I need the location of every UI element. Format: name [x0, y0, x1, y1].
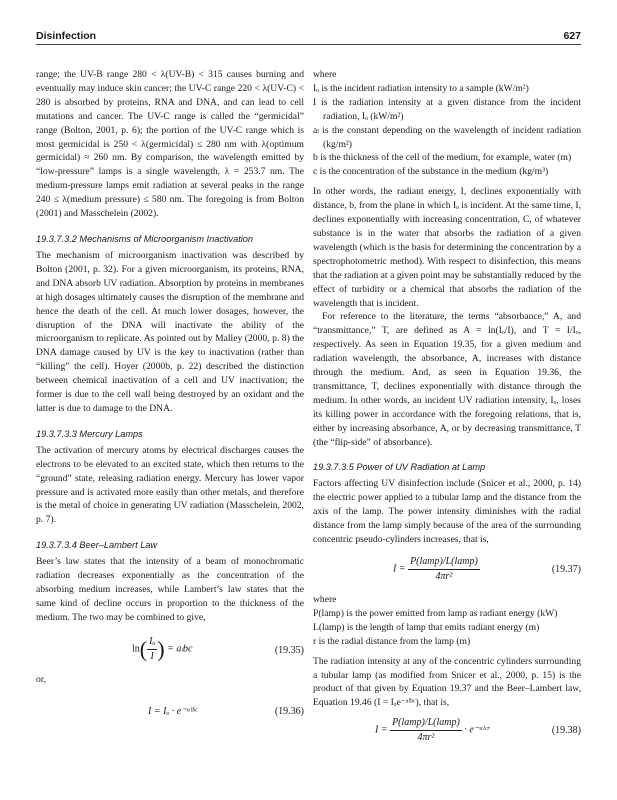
- paragraph-uv-power: Factors affecting UV disinfection include (Snicer et al., 2000, p. 14) the electric power applied to a tubular lamp and the distance from the axis of the lamp. The power intensity diminishes with the radial distance from the lamp simply because of the area of the surrounding concentric pseudo-cylinders increases, that is,: [313, 478, 581, 546]
- paragraph-mechanisms: The mechanism of microorganism inactivation was described by Bolton (2001, p. 32). For a given microorganism, its proteins, RNA, and DNA absorb UV radiation. Absorption by proteins in membranes at high dosages ultimately causes the disruption of the membrane and hence the death of the cell. At much lower dosages, however, the disruption of the DNA will inactivate the ability of the microorganism to replicate. As pointed out by Malley (2000, p. 8) the DNA damage caused by UV is the key to inactivation (rather than “killing” the cell). Hoyer (2000b, p. 22) described the distinction between chemical inactivation of a cell and UV inactivation; the former is due to the cell wall being destroyed by an oxidant and the latter is due to damage to the DNA.: [36, 249, 304, 414]
- or-word: or,: [36, 673, 47, 685]
- paragraph-uv-ranges: range; the UV-B range 280 < λ(UV-B) < 315 causes burning and eventually may induce skin cancer; the UV-C range 220 < λ(UV-C) < 280 is absorbed by proteins, RNA and DNA, and can lead to cell mutations and cancer. The UV-C range is called the “germicidal” range (Bolton, 2001, p. 6); the portion of the UV-C range which is most germicidal is 250 < λ(germicidal) ≤ 280 nm with λ(optimum germicidal) ≈ 260 nm. By comparison, the wavelength emitted by “low-pressure” lamps is a single wavelength, λ = 253.7 nm. The medium-pressure lamps emit radiation at several peaks in the range 240 ≤ λ(medium pressure) ≤ 580 nm. The foregoing is from Bolton (2001) and Masschelein (2002).: [36, 69, 304, 220]
- paragraph-concentric-cylinders: The radiation intensity at any of the concentric cylinders surrounding a tubular lamp (as modified from Snicer et al., 2000, p. 15) is the product of that given by Equation 19.37 and the Beer–Lambert law, Equation 19.46 (I = Iₒe⁻ᵃˡᵇᶜ), that is,: [313, 655, 581, 709]
- definition-item: aₗ is the constant depending on the wavelength of incident radiation (kg/m²): [313, 124, 581, 150]
- definition-item: c is the concentration of the substance in the medium (kg/m³): [313, 166, 549, 178]
- eq35-denominator: I: [150, 650, 154, 662]
- page-number: 627: [563, 30, 581, 42]
- left-column: [36, 68, 304, 731]
- eq36-expression: I = Iₒ · e⁻ᵃˡᵇᶜ: [148, 705, 198, 717]
- eq37-numerator: P(lamp)/L(lamp): [408, 555, 480, 570]
- equation-19-38: [313, 716, 581, 748]
- equation-19-35: ln( $\frac{\text{Iₒ}}{I}$ ) = aₗbc (19.35): [132, 635, 304, 662]
- eq35-numerator: Iₒ: [147, 635, 157, 650]
- eq38-denominator: 4πr²: [417, 732, 435, 744]
- paragraph-mercury-lamps: The activation of mercury atoms by electrical discharges causes the electrons to be elevated to an excited state, which then returns to the “ground” state, releasing radiation energy. Mercury has lower vapor pressure and is activated more easily than other metals, and therefore is the metal of choice in generating UV radiation (Masschelein, 2002, p. 7).: [36, 444, 304, 526]
- eq35-rhs: = aₗbc: [167, 643, 193, 655]
- eq36-label: (19.36): [274, 705, 304, 717]
- definition-list-1: [313, 82, 581, 179]
- definition-item: Iₒ is the incident radiation intensity to a sample (kW/m²): [313, 82, 529, 94]
- eq37-lhs: I =: [393, 563, 406, 575]
- eq38-lhs: I =: [375, 724, 388, 736]
- definition-item: I is the radiation intensity at a given distance from the incident radiation, Iₒ (kW/m²): [313, 96, 581, 122]
- section-heading-beer-lambert: 19.3.7.3.4 Beer–Lambert Law: [36, 540, 158, 551]
- equation-19-36: [36, 695, 304, 725]
- eq35-label: (19.35): [274, 644, 304, 656]
- eq37-denominator: 4πr²: [435, 570, 453, 582]
- eq38-numerator: P(lamp)/L(lamp): [390, 716, 462, 731]
- section-heading-mechanisms: 19.3.7.3.2 Mechanisms of Microorganism Inactivation: [36, 233, 254, 244]
- paragraph-radiant-energy: In other words, the radiant energy, I, declines exponentially with distance, b, from the plane in which Iₒ is incident. At the same time, I, declines exponentially with increasing concentration, C, of whatever substance is in the water that absorbs the radiation of a given wavelength (which is the basis for determining the concentration by a spectrophotometric method). With respect to disinfection, this means that the radiation at a given point may be substantially reduced by the effect of turbidity or a chemical that absorbs the radiation of the wavelength that is incident.: [313, 186, 581, 309]
- eq35-ln: ln: [132, 643, 140, 655]
- definition-item: r is the radial distance from the lamp (m): [313, 635, 471, 647]
- equation-19-37: [313, 553, 581, 587]
- where-label-1: where: [313, 69, 337, 80]
- chapter-title: Disinfection: [36, 30, 97, 42]
- right-column: [313, 68, 581, 754]
- section-heading-mercury-lamps: 19.3.7.3.3 Mercury Lamps: [36, 428, 143, 439]
- definition-item: P(lamp) is the power emitted from lamp as radiant energy (kW): [313, 607, 558, 619]
- definition-list-2: [313, 607, 581, 649]
- eq38-exponential: · e⁻ᵃˡᶜʳ: [464, 724, 490, 736]
- section-heading-uv-power: 19.3.7.3.5 Power of UV Radiation at Lamp: [313, 462, 486, 473]
- running-header: [36, 24, 581, 45]
- paragraph-beer-lambert: Beer’s law states that the intensity of a beam of monochromatic radiation decreases exponentially as the concentration of the absorbing medium increases, while Lambert’s law states that the same kind of decline occurs in proportion to the thickness of the medium. The two may be combined to give,: [36, 556, 304, 623]
- definition-item: L(lamp) is the length of lamp that emits radiant energy (m): [313, 621, 540, 633]
- eq38-label: (19.38): [551, 725, 581, 737]
- definition-item: b is the thickness of the cell of the medium, for example, water (m): [313, 152, 572, 164]
- paragraph-absorbance: For reference to the literature, the terms “absorbance,” A, and “transmittance,” T, are defined as A = ln(Iₒ/I), and T = I/Iₒ, respectively. As seen in Equation 19.35, for a given medium and radiation wavelength, the absorbance, A, increases with distance through the medium. And, as seen in Equation 19.36, the transmittance, T, declines exponentially with distance through the medium. In other words, an incident UV radiation intensity, Iₒ, loses its killing power in accordance with the foregoing relations, that is, either by increasing absorbance, A, or by decreasing transmittance, T (the “flip-side” of absorbance).: [313, 311, 581, 448]
- where-label-2: where: [313, 594, 337, 605]
- eq37-label: (19.37): [551, 564, 581, 575]
